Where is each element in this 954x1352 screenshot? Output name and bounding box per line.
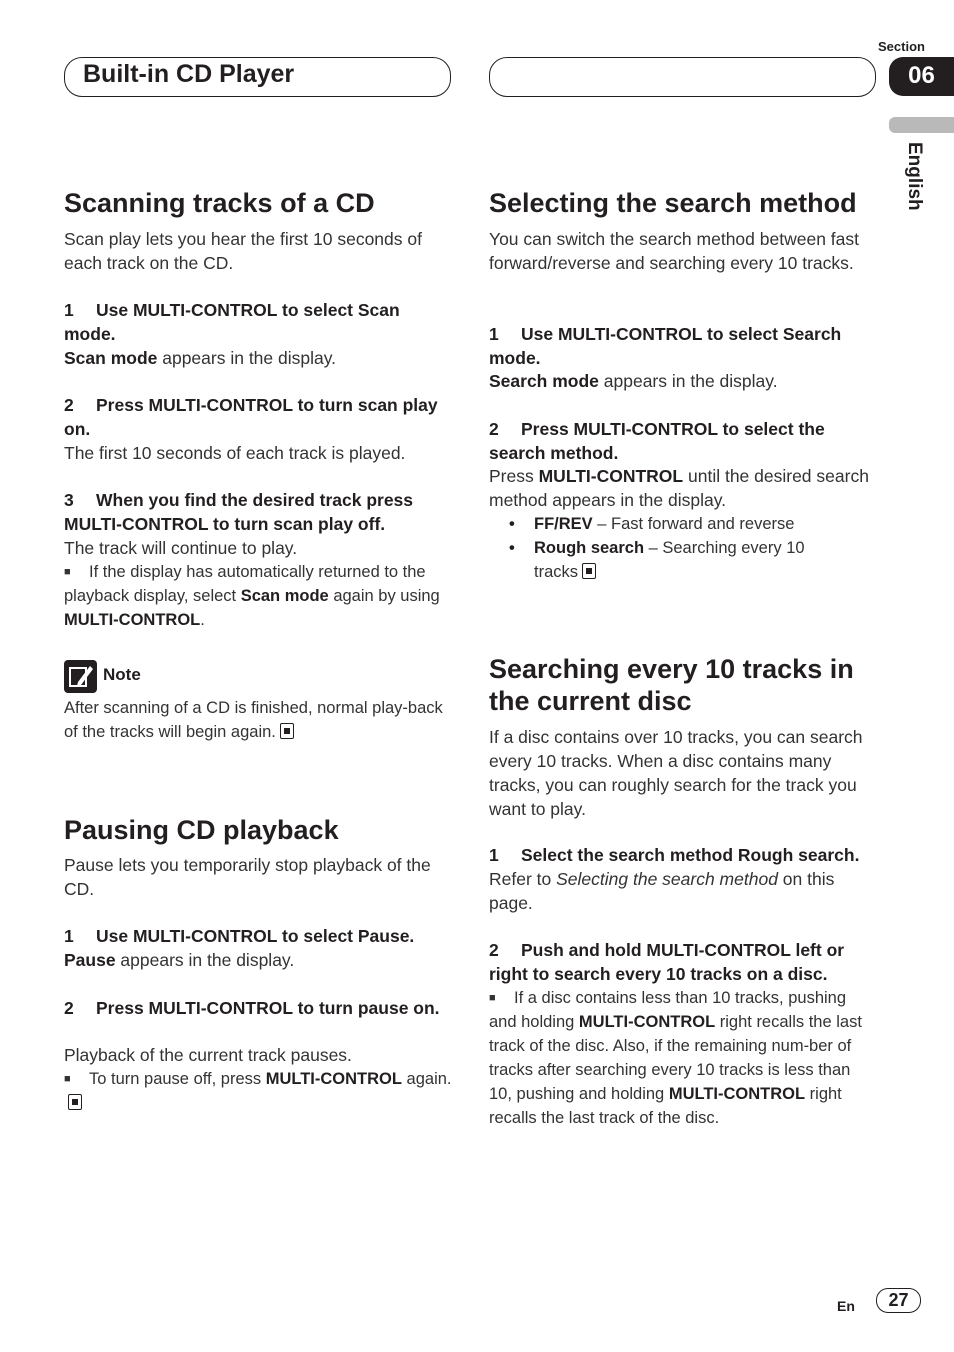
scan-step3-tip: ■ If the display has automatically returned to the playback display, select Scan mode again by using MULTI-CONTROL. — [64, 560, 454, 632]
pause-step1-title: 1 Use MULTI-CONTROL to select Pause. — [64, 926, 415, 946]
end-mark-icon — [68, 1094, 82, 1110]
scan-step2-title: 2 Press MULTI-CONTROL to turn scan play on. — [64, 395, 438, 439]
scan-step1-body: Scan mode appears in the display. — [64, 348, 337, 368]
pause-heading: Pausing CD playback — [64, 815, 339, 845]
header-empty-box — [489, 57, 876, 97]
section-number-badge: 06 — [889, 57, 954, 96]
pause-step1-body: Pause appears in the display. — [64, 950, 295, 970]
square-bullet-icon: ■ — [64, 1073, 71, 1085]
every10-step1-body: Refer to Selecting the search method on this page. — [489, 869, 835, 913]
search-method-step1-title: 1 Use MULTI-CONTROL to select Search mode. — [489, 324, 842, 368]
every10-step1-title: 1 Select the search method Rough search. — [489, 845, 860, 865]
pause-step2-tip: ■ To turn pause off, press MULTI-CONTROL again. — [64, 1067, 454, 1115]
footer-lang-code: En — [837, 1298, 855, 1314]
pause-step2-title: 2 Press MULTI-CONTROL to turn pause on. — [64, 998, 440, 1018]
every10-step2-tip: ■ If a disc contains less than 10 tracks, pushing and holding MULTI-CONTROL right recalls the last track of the disc. Also, if the remaining num-ber of tracks after searching every 10 tracks is less than 10, pushing and holding MULTI-CONTROL right recalls the last track of the disc. — [489, 986, 874, 1130]
scan-step1-title: 1 Use MULTI-CONTROL to select Scan mode. — [64, 300, 400, 344]
search-method-step2-body: Press MULTI-CONTROL until the desired search method appears in the display. — [489, 466, 869, 510]
search-method-step1-body: Search mode appears in the display. — [489, 371, 778, 391]
search-method-step2-title: 2 Press MULTI-CONTROL to select the search method. — [489, 419, 825, 463]
scan-step3-body: The track will continue to play. — [64, 538, 298, 558]
search-method-heading: Selecting the search method — [489, 188, 857, 218]
chapter-title: Built-in CD Player — [83, 60, 295, 88]
note-icon — [64, 660, 97, 693]
section-label: Section — [878, 39, 925, 54]
language-tab — [889, 117, 954, 133]
scan-step3-title: 3 When you find the desired track press MULTI-CONTROL to turn scan play off. — [64, 490, 414, 534]
chapter-title-box — [64, 57, 451, 97]
square-bullet-icon: ■ — [64, 566, 71, 578]
square-bullet-icon: ■ — [489, 992, 496, 1004]
pause-intro: Pause lets you temporarily stop playback of the CD. — [64, 855, 431, 899]
search-method-options — [489, 512, 859, 584]
page-number: 27 — [876, 1288, 921, 1313]
scan-step2-body: The first 10 seconds of each track is played. — [64, 443, 406, 463]
every10-heading: Searching every 10 tracks in the current disc — [489, 654, 854, 716]
list-item: • FF/REV – Fast forward and reverse — [489, 512, 859, 536]
list-item: • Rough search – Searching every 10 tracks — [489, 536, 824, 584]
every10-intro: If a disc contains over 10 tracks, you can search every 10 tracks. When a disc contains many tracks, you can roughly search for the track you want to play. — [489, 727, 863, 819]
scan-heading: Scanning tracks of a CD — [64, 188, 375, 218]
end-mark-icon — [582, 563, 596, 579]
language-label: English — [904, 142, 925, 211]
end-mark-icon — [280, 723, 294, 739]
pause-step2-body: Playback of the current track pauses. — [64, 1045, 352, 1065]
scan-intro: Scan play lets you hear the first 10 seconds of each track on the CD. — [64, 229, 422, 273]
search-method-intro: You can switch the search method between fast forward/reverse and searching every 10 tracks. — [489, 229, 859, 273]
note-label: Note — [103, 665, 141, 684]
every10-step2-title: 2 Push and hold MULTI-CONTROL left or right to search every 10 tracks on a disc. — [489, 940, 845, 984]
note-text: After scanning of a CD is finished, normal play-back of the tracks will begin again. — [64, 699, 443, 741]
